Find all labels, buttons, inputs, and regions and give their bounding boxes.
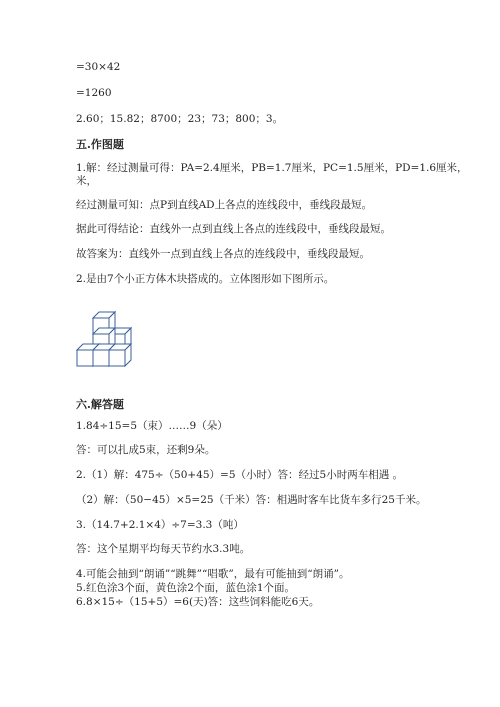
answer-list-line: 2.60；15.82；8700；23；73；800；3。 (76, 113, 284, 125)
solution-line-7: 4.可能会抽到“朗诵”“跳舞”“唱歌”，最有可能抽到“朗诵”。 (76, 568, 350, 580)
solution-line-1: 1.84÷15=5（束）……9（朵） (76, 420, 228, 432)
cube-stack-figure (76, 305, 140, 367)
solution-line-5: 3.（14.7+2.1×4）÷7=3.3（吨） (76, 519, 244, 531)
drawing-answer-2: 经过测量可知：点P到直线AD上各点的连线段中，垂线段最短。 (76, 199, 373, 211)
equation-line-2: =1260 (76, 87, 112, 99)
drawing-answer-1: 1.解：经过测量可得：PA=2.4厘米，PB=1.7厘米，PC=1.5厘米，PD=1.6厘米， (76, 162, 468, 174)
solution-line-3: 2.（1）解：475÷（50+45）=5（小时）答：经过5小时两车相遇 。 (76, 469, 404, 481)
drawing-answer-3: 据此可得结论：直线外一点到直线上各点的连线段中，垂线段最短。 (76, 223, 391, 235)
cube-group (77, 312, 131, 366)
solution-line-4: （2）解：（50−45）×5=25（千米）答：相遇时客车比货车多行25千米。 (76, 494, 427, 506)
drawing-answer-5: 2.是由7个小正方体木块搭成的。立体图形如下图所示。 (76, 273, 335, 285)
equation-line-1: =30×42 (76, 61, 121, 73)
section-heading-drawing: 五.作图题 (76, 138, 124, 151)
drawing-answer-4: 故答案为：直线外一点到直线上各点的连线段中，垂线段最短。 (76, 248, 370, 260)
solution-line-9: 6.8×15÷（15+5）=6(天)答：这些饲料能吃6天。 (76, 596, 320, 608)
solution-line-6: 答：这个星期平均每天节约水3.3吨。 (76, 543, 251, 555)
section-heading-solutions: 六.解答题 (76, 398, 124, 411)
solution-line-2: 答：可以扎成5束，还剩9朵。 (76, 444, 216, 456)
drawing-answer-1-continued: 米， (76, 175, 97, 187)
solution-line-8: 5.红色涂3个面，黄色涂2个面，蓝色涂1个面。 (76, 582, 296, 594)
cube-6 (109, 344, 131, 366)
